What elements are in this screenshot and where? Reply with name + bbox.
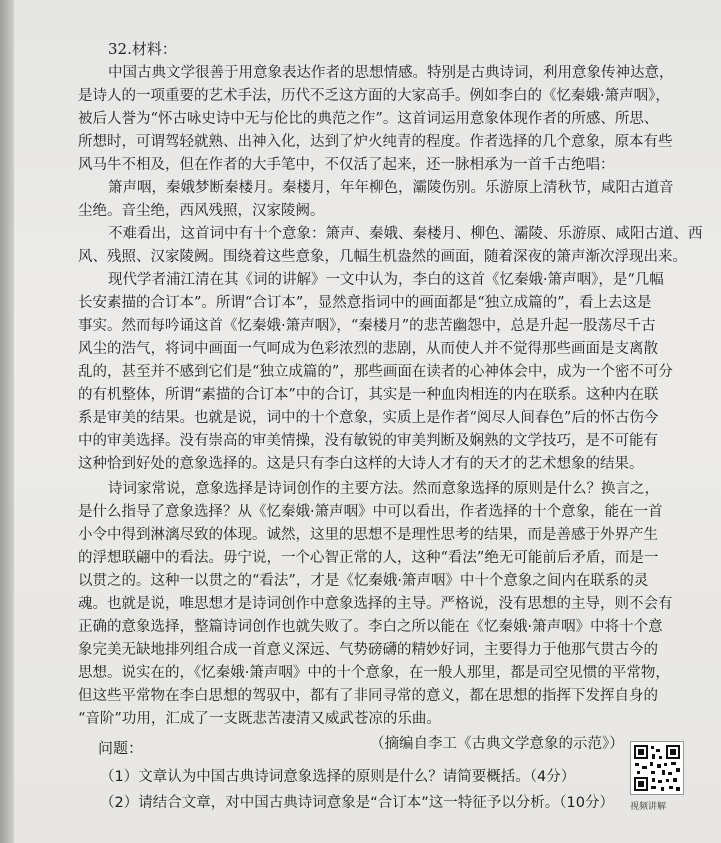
questions-heading: 问题： xyxy=(98,739,144,757)
question-item-2: （2）请结合文章，对中国古典诗词意象是“合订本”这一特征予以分析。（10分） xyxy=(100,795,614,811)
passage-line: 诗词家常说，意象选择是诗词创作的主要方法。然而意象选择的原则是什么？换言之， xyxy=(108,481,659,497)
passage-line: 现代学者浦江清在其《词的讲解》一文中认为，李白的这首《忆秦娥·箫声咽》，是“几幅 xyxy=(108,272,664,288)
passage-line: 系是审美的结果。也就是说，词中的十个意象，实质上是作者“阅尽人间春色”后的怀古伤今 xyxy=(78,410,659,426)
poem-line: 尘绝。音尘绝，西风残照，汉家陵阙。 xyxy=(78,203,325,219)
passage-line: 象完美无缺地排列组合成一首意义深远、气势磅礴的精妙好词，主要得力于他那气贯古今的 xyxy=(78,642,658,658)
page-edge-shadow xyxy=(0,0,14,843)
passage-line: 是什么指导了意象选择？从《忆秦娥·箫声咽》中可以看出，作者选择的十个意象，能在一首 xyxy=(78,504,663,520)
passage-line: 风、残照、汉家陵阙。围绕着这些意象，几幅生机盎然的画面，随着深夜的箫声渐次浮现出来。 xyxy=(78,249,687,265)
question-number-line xyxy=(108,40,177,58)
passage-line: 小令中得到淋漓尽致的体现。诚然，这里的思想不是理性思考的结果，而是善感于外界产生 xyxy=(78,527,658,543)
passage-line: 魂。也就是说，唯思想才是诗词创作中意象选择的主导。严格说，没有思想的主导，则不会有 xyxy=(78,596,673,612)
passage-line: 正确的意象选择，整篇诗词创作也就失败了。李白之所以能在《忆秦娥·箫声咽》中将十个意 xyxy=(78,619,663,635)
passage-line: 但这些平常物在李白思想的驾驭中，都有了非同寻常的意义，都在思想的指挥下发挥自身的 xyxy=(78,688,658,704)
passage-line: 事实。然而每吟诵这首《忆秦娥·箫声咽》，“秦楼月”的悲苦幽怨中，总是升起一股荡尽千古 xyxy=(78,318,656,334)
poem-line: 箫声咽，秦娥梦断秦楼月。秦楼月，年年柳色，灞陵伤别。乐游原上清秋节，咸阳古道音 xyxy=(108,180,674,196)
question-number: 32. xyxy=(108,40,132,58)
passage-line: 所想时，可谓驾轻就熟、出神入化，达到了炉火纯青的程度。作者选择的几个意象，原本有些 xyxy=(78,134,673,150)
passage-line: 风尘的浩气，将词中画面一气呵成为色彩浓烈的悲剧，从而使人并不觉得那些画面是支离散 xyxy=(78,341,658,357)
passage-line: 不难看出，这首词中有十个意象：箫声、秦娥、秦楼月、柳色、灞陵、乐游原、咸阳古道、西 xyxy=(108,226,703,242)
passage-line: 思想。说实在的，《忆秦娥·箫声咽》中的十个意象，在一般人那里，都是司空见惯的平常物， xyxy=(78,665,670,681)
passage-line: 的有机整体，所谓“素描的合订本”中的合订，其实是一种血肉相连的内在联系。这种内在联 xyxy=(78,387,659,403)
passage-line: “音阶”功用，汇成了一支既悲苦凄清又威武苍凉的乐曲。 xyxy=(78,711,441,727)
source-citation: （摘编自李工《古典文学意象的示范》） xyxy=(370,736,624,752)
qr-code[interactable] xyxy=(630,741,684,795)
passage-line: 乱的，甚至并不感到它们是“独立成篇的”，那些画面在读者的心神体会中，成为一个密不可分 xyxy=(78,364,673,380)
material-label: 材料： xyxy=(131,40,177,58)
passage-line: 以贯之的。这种一以贯之的“看法”，才是《忆秦娥·箫声咽》中十个意象之间内在联系的灵 xyxy=(78,573,649,589)
passage-line: 是诗人的一项重要的艺术手法，历代不乏这方面的大家高手。例如李白的《忆秦娥·箫声咽》， xyxy=(78,88,670,104)
passage-line: 风马牛不相及，但在作者的大手笔中，不仅活了起来，还一脉相承为一首千古绝唱： xyxy=(78,157,615,173)
qr-code-icon xyxy=(631,742,683,794)
question-item-1: （1）文章认为中国古典诗词意象选择的原则是什么？请简要概括。（4分） xyxy=(100,769,576,785)
passage-line: 中的审美选择。没有崇高的审美情操，没有敏锐的审美判断及娴熟的文学技巧，是不可能有 xyxy=(78,433,658,449)
passage-line: 的浮想联翩中的看法。毋宁说，一个心智正常的人，这种“看法”绝无可能前后矛盾，而是一 xyxy=(78,550,659,566)
passage-line: 中国古典文学很善于用意象表达作者的思想情感。特别是古典诗词，利用意象传神达意， xyxy=(108,65,674,81)
passage-line: 长安素描的合订本”。所谓“合订本”，显然意指词中的画面都是“独立成篇的”，看上去这是 xyxy=(78,295,652,311)
passage-line: 这种恰到好处的意象选择的。这是只有李白这样的大诗人才有的天才的艺术想象的结果。 xyxy=(78,456,644,472)
passage-line: 被后人誉为“怀古咏史诗中无与伦比的典范之作”。这首词运用意象体现作者的所感、所思、 xyxy=(78,111,659,127)
qr-caption: 视频讲解 xyxy=(630,802,667,812)
